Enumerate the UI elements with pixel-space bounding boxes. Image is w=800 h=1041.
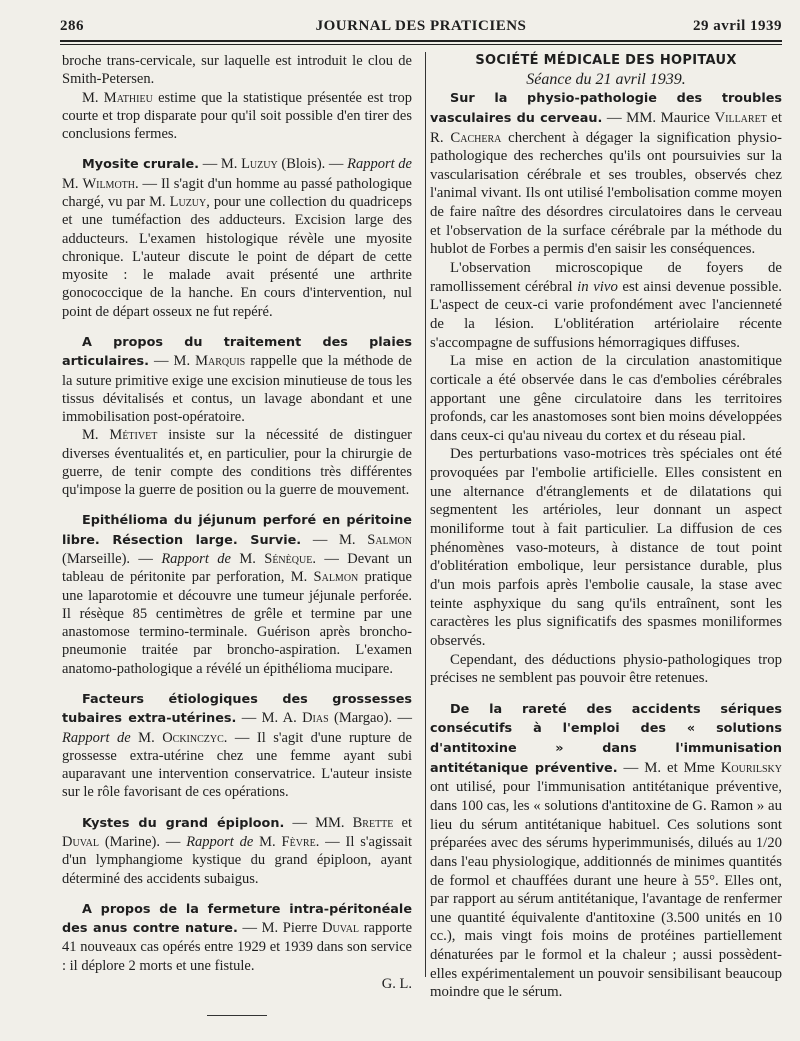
author-name: Luzuy [169, 193, 207, 210]
text-run: — M. [149, 353, 196, 370]
text-run: . — Devant un tableau de péritonite par perforation, M. [62, 551, 412, 586]
paragraph-text: insiste sur la nécessité de distinguer diverses éventualités et, en particulier, pour la chirurgie de guerre, de tenir compte des conditions très différentes qu'impose la guerre de position ou la guerre de mouvement. [62, 427, 412, 499]
text-run: rappelle que la méthode de la suture primitive exige une excision minutieuse de tous les tissus dévitalisés et contus, un lavage abondant et une immobilisation post-opératoire. [62, 353, 412, 426]
rapport-label: Rapport de [347, 156, 412, 173]
author-name: Luzuy [241, 156, 278, 173]
page-number: 286 [60, 18, 84, 34]
rapport-label: Rapport de [186, 833, 254, 850]
rapport-label: Rapport de [161, 551, 231, 568]
rapport-label: Rapport de [62, 729, 131, 746]
paragraph-vaso-motrices: Des perturbations vaso-motrices très spéciales ont été provoquées par l'embolie artificielle. Elles consistent en une alternance d'étranglements et de dilatations qui segmentent les artérioles, leur donnant un aspect moniliforme tout à fait particulier. La diffusion de ces phénomènes vaso-moteurs, à distance de tout point d'oblitération embolique, leur persistance durable, plus d'un mois parfois après l'embolie causale, la stase avec teinte asphyxique du sang qu'ils entraînent, sont les caractères les plus significatifs des spasmes moniliformes observés. [430, 446, 782, 649]
text-run: — M. et Mme [617, 759, 721, 776]
author-name: M. Mathieu [82, 89, 153, 106]
paragraph-mathieu [62, 89, 412, 144]
section-title: Sur la physio-pathologie des troubles vasculaires du cerveau. [430, 91, 782, 126]
text-run: M. [253, 833, 282, 850]
text-run: , pour une collection du quadriceps et une tuméfaction des adducteurs. Excision large des adducteurs. L'examen histologique révèle une myosite chronique. L'auteur discute le point de départ de cette myosite : le malade avait présenté une arthrite gonococcique de la hanche. En cours d'intervention, nul point de départ osseux ne fut repéré. [62, 193, 412, 320]
text-run: — MM. [284, 814, 353, 831]
section-physio-pathologie [430, 89, 782, 259]
text-run: L'observation microscopique de foyers de ramollissement cérébral [430, 260, 782, 295]
section-title: A propos du traitement des plaies articulaires. [62, 334, 412, 370]
author-name: Salmon [367, 531, 412, 548]
header-rule-thick [60, 40, 782, 42]
section-myosite [62, 155, 412, 321]
author-name: Ockinczyc [162, 729, 224, 746]
text-run: . — Il s'agissait d'un lymphangiome kystique du grand épiploon, ayant déterminé des accidents subaigus. [62, 833, 413, 887]
text-run: est ainsi devenue possible. L'aspect de ceux-ci varie profondément avec l'ancienneté de la lésion. L'oblitération artériolaire récente s'accompagne de suffusions hémorragiques diffuses. [430, 278, 782, 351]
signature: G. L. [381, 975, 412, 992]
section-title: Epithélioma du jéjunum perforé en péritoine libre. Résection large. Survie. [62, 513, 412, 548]
author-name: Sénèque [264, 551, 313, 568]
section-title: De la rareté des accidents sériques consécutifs à l'emploi des « solutions d'antitoxine » dans l'immunisation antitétanique préventive. [430, 701, 782, 776]
text-run: (Marine). — [98, 833, 187, 850]
section-title: A propos de la fermeture intra-péritonéale des anus contre nature. [62, 901, 412, 937]
text-run: M. [130, 729, 163, 746]
text-run: et [393, 814, 412, 831]
author-name: Marquis [195, 353, 246, 370]
paragraph-deductions: Cependant, des déductions physio-pathologiques trop précises ne semblent pas pouvoir être retenues. [430, 651, 782, 687]
text-run: — M. Pierre [237, 920, 323, 937]
section-accidents-seriques [430, 700, 782, 1002]
text-run: — M. [199, 156, 242, 173]
society-heading: SOCIÉTÉ MÉDICALE DES HOPITAUX [475, 53, 737, 68]
text-run: M. [62, 175, 83, 192]
section-plaies-articulaires [62, 333, 412, 426]
paragraph-ramollissement [430, 259, 782, 352]
paragraph-text: estime que la statistique présentée est trop courte et trop disparate pour qu'il soit possible d'en tirer des conclusions fermes. [62, 89, 412, 143]
author-name: Dias [302, 710, 329, 727]
text-run: ont utilisé, pour l'immunisation antitétanique préventive, dans 100 cas, les « solutions d'antitoxine de G. Ramon » au lieu du sérum antitétanique habituel. Ces solutions sont préparées avec des sérums hyperimmunisés, dilués au 1/20 dans l'eau physiologique, additionnés de minimes quantités de formol et chauffées durant une heure à 55°. Elles ont, par rapport au sérum antitétanique, l'avantage de renfermer une quantité équivalente d'antitoxine (3.500 unités en 10 cc.), mais vingt fois moins de protéines partiellement dénaturées par le formol et la chaleur ; aussi possèdent-elles expérimentalement un pouvoir sensibilisant beaucoup moindre que le sérum. [430, 779, 782, 1001]
author-name: Kourilsky [720, 759, 782, 776]
latin-term: in vivo [577, 278, 618, 295]
issue-date: 29 avril 1939 [693, 18, 782, 34]
text-run: (Blois). — [277, 156, 348, 173]
text-run: M. [230, 551, 265, 568]
continued-paragraph: broche trans-cervicale, sur laquelle est introduit le clou de Smith-Petersen. [62, 53, 412, 88]
paragraph-metivet [62, 426, 412, 499]
text-run: . — Il s'agit d'une rupture de grossesse extra-utérine chez une femme ayant subi auparavant une intervention conservatrice. L'auteur insiste sur le rôle favorisant de ces opérations. [62, 729, 412, 801]
text-run: . — Il s'agit d'un homme au passé pathologique chargé, vu par M. [62, 175, 412, 210]
header-rule-thin [60, 44, 782, 45]
text-run: pratique une laparotomie et découvre une tumeur jéjunale perforée. Il résèque 85 centimètres de grêle et termine par une anastomose termino-terminale. Guérison après broncho-pneumonie traitée par broncho-aspiration. L'examen anatomo-pathologique a révélé un épithélioma mucipare. [62, 569, 412, 677]
author-name: Duval [62, 833, 99, 850]
text-run: — M. [301, 531, 368, 548]
author-name: Brette [352, 814, 394, 831]
author-name: Wilmoth [82, 175, 136, 192]
section-title: Kystes du grand épiploon. [82, 815, 285, 831]
author-name: Cachera [450, 129, 502, 146]
author-name: M. Métivet [82, 427, 158, 444]
author-name: Villaret [714, 109, 767, 126]
section-grossesses-tubaires [62, 690, 412, 802]
section-title: Facteurs étiologiques des grossesses tubaires extra-utérines. [62, 692, 412, 727]
paragraph-anastomotique: La mise en action de la circulation anastomitique corticale a été observée dans le cas d'embolies cérébrales apportant une gêne circulatoire dans les territoires profonds, car les anastomoses sont bien moins développées dans ceux-ci qu'au niveau du cortex et du réseau pial. [430, 353, 782, 444]
session-date: Séance du 21 avril 1939. [526, 70, 686, 88]
end-rule [207, 1015, 267, 1016]
page-header [60, 18, 782, 38]
section-anus-contre-nature [62, 900, 412, 975]
text-run: et R. [430, 109, 782, 146]
column-divider [425, 52, 426, 977]
text-run: (Marseille). — [62, 551, 162, 568]
text-run: rapporte 41 nouveaux cas opérés entre 1929 et 1939 dans son service : il déplore 2 morts et une fistule. [62, 920, 413, 974]
author-name: Fèvre [281, 833, 316, 850]
text-run: cherchent à dégager la signification physio-pathologique des recherches qu'ils ont poursuivies sur la vascularisation cérébrale et ses troubles, observés chez l'animal vivant. Ils ont utilisé l'embolisation comme moyen de faire naître des désordres circulatoires dans le cerveau et l'observation de la surface cérébrale par la méthode du hublot de Forbes a permis d'en saisir les conséquences. [430, 129, 782, 258]
section-kystes-epiploon [62, 814, 412, 888]
text-run: (Margao). — [328, 710, 412, 727]
author-name: Salmon [313, 569, 359, 586]
author-name: Duval [322, 920, 360, 937]
text-run: — MM. Maurice [602, 109, 715, 126]
journal-title: JOURNAL DES PRATICIENS [315, 18, 527, 34]
right-column [430, 52, 782, 1002]
section-epithelioma [62, 511, 412, 678]
section-title: Myosite crurale. [82, 157, 200, 173]
left-column [62, 52, 412, 1016]
text-run: — M. A. [236, 710, 303, 727]
